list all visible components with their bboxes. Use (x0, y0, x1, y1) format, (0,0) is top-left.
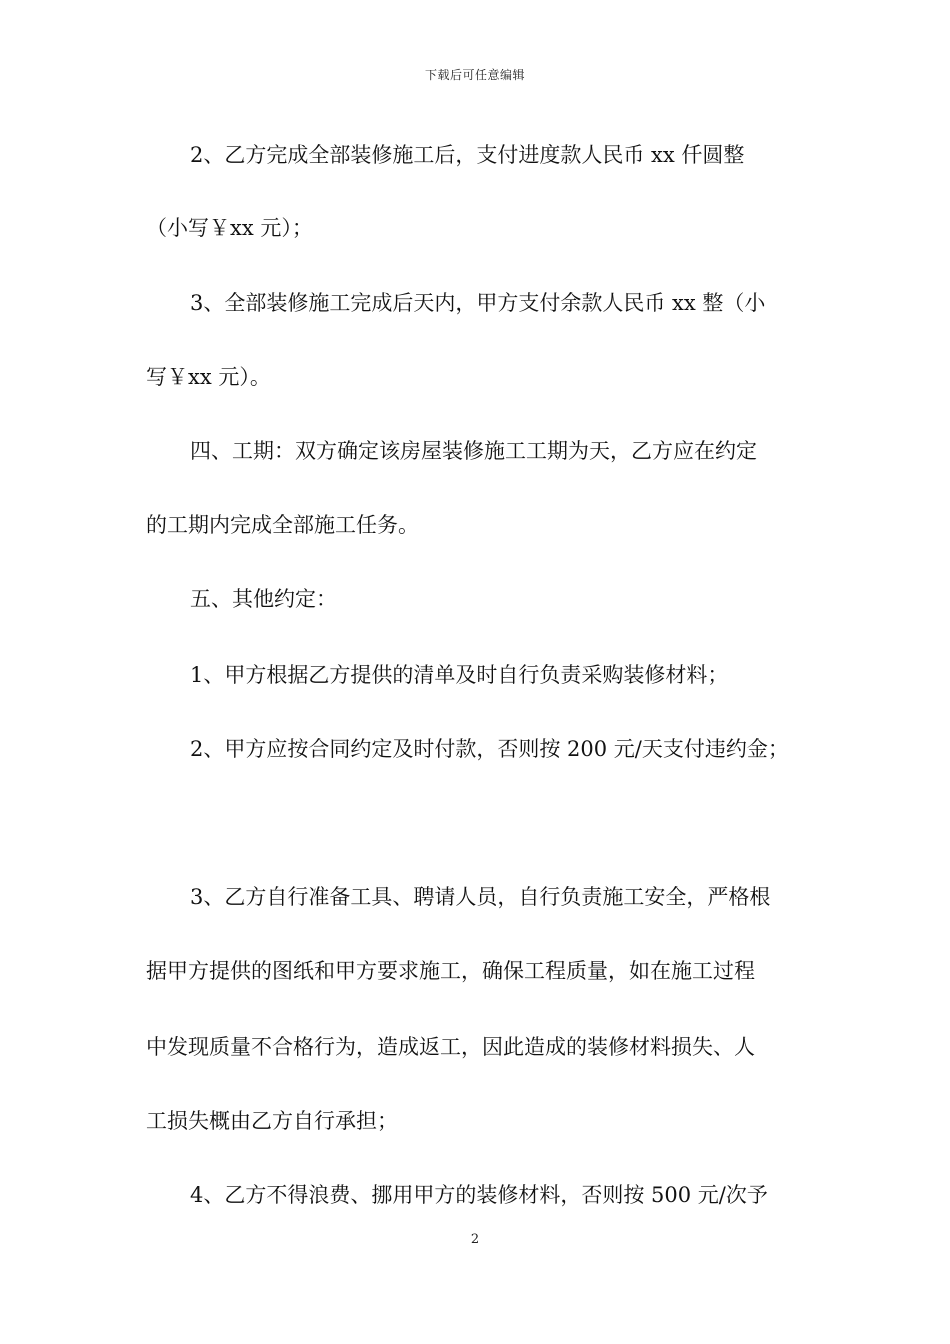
page-header-note: 下载后可任意编辑 (424, 68, 525, 82)
section-heading: 五、其他约定： (190, 587, 337, 611)
paragraph-line: （小写￥xx 元）； (146, 216, 313, 240)
paragraph-line: 2、乙方完成全部装修施工后，支付进度款人民币 xx 仟圆整 (190, 143, 745, 167)
paragraph-line: 3、全部装修施工完成后天内，甲方支付余款人民币 xx 整（小 (190, 291, 766, 315)
paragraph-line: 3、乙方自行准备工具、聘请人员，自行负责施工安全，严格根 (190, 885, 771, 909)
paragraph-line: 据甲方提供的图纸和甲方要求施工，确保工程质量，如在施工过程 (146, 959, 755, 983)
paragraph-line: 1、甲方根据乙方提供的清单及时自行负责采购装修材料； (190, 663, 729, 687)
paragraph-line: 4、乙方不得浪费、挪用甲方的装修材料，否则按 500 元/次予 (190, 1183, 768, 1207)
page-number: 2 (470, 1232, 480, 1247)
paragraph-line: 2、甲方应按合同约定及时付款，否则按 200 元/天支付违约金； (190, 737, 789, 761)
paragraph-line: 工损失概由乙方自行承担； (146, 1109, 398, 1133)
paragraph-line: 的工期内完成全部施工任务。 (146, 513, 419, 537)
paragraph-line: 写￥xx 元）。 (146, 365, 271, 389)
paragraph-line: 中发现质量不合格行为，造成返工，因此造成的装修材料损失、人 (146, 1035, 755, 1059)
paragraph-line: 四、工期：双方确定该房屋装修施工工期为天，乙方应在约定 (190, 439, 757, 463)
